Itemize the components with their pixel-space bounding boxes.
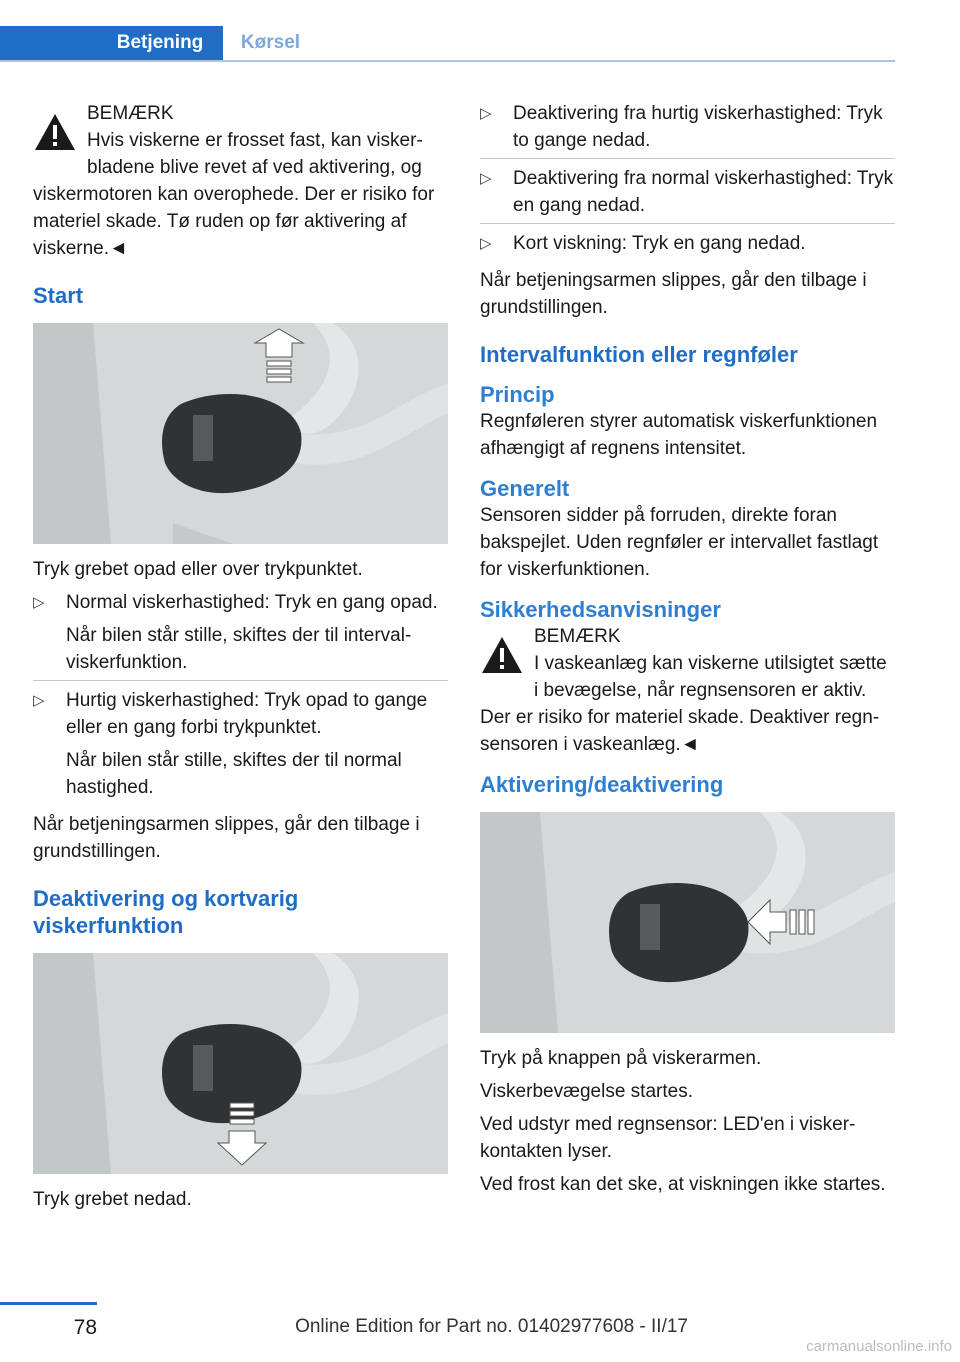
warning-text: I vaskeanlæg kan viskerne utilsigtet sætte i bevægelse, når regnsensoren er aktiv. Der er risiko for materiel skade. Deaktiver regnsensoren i vaskeanlæg.◄ xyxy=(480,653,887,755)
activation-text: Ved frost kan det ske, at viskningen ikke startes. xyxy=(480,1174,886,1195)
list-item-subtext: Når bilen står stille, skiftes der til intervalviskerfunktion. xyxy=(66,625,412,673)
right-column xyxy=(480,100,895,1204)
section-heading-interval: Intervalfunktion eller regnføler xyxy=(480,342,798,367)
subheading-activation: Aktivering/deaktivering xyxy=(480,772,724,797)
tab-divider xyxy=(0,60,895,62)
warning-triangle-icon xyxy=(480,633,524,677)
list-item xyxy=(480,165,895,224)
warning-title: BEMÆRK xyxy=(87,103,174,124)
warning-block xyxy=(33,100,448,262)
list-item xyxy=(480,230,895,261)
subheading-generelt: Generelt xyxy=(480,476,570,501)
list-item-text: Deaktivering fra hurtig viskerhastighed: Tryk to gange nedad. xyxy=(513,103,883,151)
wiper-button-press-image xyxy=(480,812,895,1033)
list-item xyxy=(33,589,448,681)
section-heading-deactivation: Deaktivering og kortvarig viskerfunktion xyxy=(33,886,299,938)
bullet-triangle-icon: ▷ xyxy=(33,594,45,611)
list-item xyxy=(33,687,448,805)
warning-title: BEMÆRK xyxy=(534,626,621,647)
list-item-text: Kort viskning: Tryk en gang nedad. xyxy=(513,233,806,254)
edition-note: Online Edition for Part no. 01402977608 - II/17 xyxy=(295,1316,688,1337)
list-item-text: Normal viskerhastighed: Tryk en gang opad. xyxy=(66,592,438,613)
bullet-triangle-icon: ▷ xyxy=(480,235,492,252)
wiper-lever-down-image xyxy=(33,953,448,1174)
activation-text: Viskerbevægelse startes. xyxy=(480,1081,693,1102)
start-bullet-list xyxy=(33,589,448,805)
left-column xyxy=(33,100,448,1219)
subheading-safety: Sikkerhedsanvisninger xyxy=(480,597,721,622)
deactivation-bullet-list xyxy=(480,100,895,261)
footer-accent-bar xyxy=(0,1302,97,1305)
bullet-triangle-icon: ▷ xyxy=(480,105,492,122)
wiper-lever-up-image xyxy=(33,323,448,544)
list-item-text: Deaktivering fra normal viskerhastighed: Tryk en gang nedad. xyxy=(513,168,894,216)
release-text: Når betjeningsarmen slippes, går den tilbage i grundstillingen. xyxy=(33,814,420,862)
tab-accent-bar xyxy=(0,26,97,62)
warning-triangle-icon xyxy=(33,110,77,154)
tab-betjening[interactable]: Betjening xyxy=(97,26,223,60)
warning-block xyxy=(480,623,895,758)
bullet-triangle-icon: ▷ xyxy=(33,692,45,709)
chapter-tabs xyxy=(0,0,895,62)
princip-text: Regnføleren styrer automatisk viskerfunktionen afhængigt af regnens intensitet. xyxy=(480,411,878,459)
page-number: 78 xyxy=(73,1316,97,1339)
start-instruction: Tryk grebet opad eller over trykpunktet. xyxy=(33,559,363,580)
tab-korsel[interactable]: Kørsel xyxy=(240,32,301,53)
generelt-text: Sensoren sidder på forruden, direkte foran bakspejlet. Uden regnføler er intervallet fastlagt for viskerfunktionen. xyxy=(480,505,879,580)
subheading-princip: Princip xyxy=(480,382,555,407)
activation-text: Tryk på knappen på viskerarmen. xyxy=(480,1048,762,1069)
list-item xyxy=(480,100,895,159)
activation-text: Ved udstyr med regnsensor: LED'en i viskerkontakten lyser. xyxy=(480,1114,856,1162)
list-item-subtext: Når bilen står stille, skiftes der til normal hastighed. xyxy=(66,750,402,798)
section-heading-start: Start xyxy=(33,283,84,308)
down-instruction: Tryk grebet nedad. xyxy=(33,1189,192,1210)
list-item-text: Hurtig viskerhastighed: Tryk opad to gange eller en gang forbi trykpunktet. xyxy=(66,690,428,738)
release-text: Når betjeningsarmen slippes, går den tilbage i grundstillingen. xyxy=(480,270,867,318)
warning-text: Hvis viskerne er frosset fast, kan viskerbladene blive revet af ved aktivering, og viskermotoren kan overophede. Der er risiko for materiel skade. Tø ruden op før aktivering af viskerne.◄ xyxy=(33,130,435,259)
watermark: carmanualsonline.info xyxy=(806,1338,952,1355)
bullet-triangle-icon: ▷ xyxy=(480,170,492,187)
